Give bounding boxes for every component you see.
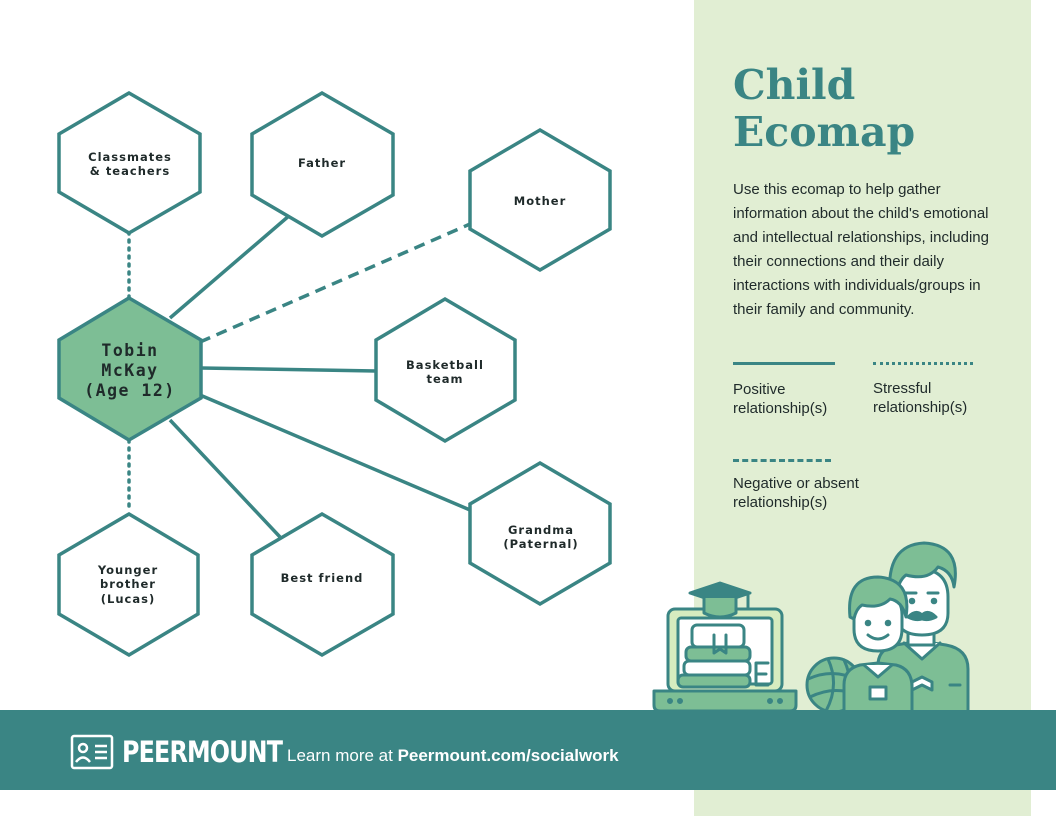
learn-more-link[interactable]: Peermount.com/socialwork xyxy=(397,746,619,765)
family-illustration xyxy=(650,535,1000,713)
brand-logo[interactable] xyxy=(70,732,317,772)
legend-negative-label: Negative or absent relationship(s) xyxy=(733,475,859,511)
center-line2: McKay xyxy=(101,361,159,380)
legend-stressful-line xyxy=(873,362,973,365)
center-line3: (Age 12) xyxy=(84,381,176,400)
node-classmates xyxy=(59,93,200,233)
node-grandma xyxy=(470,463,610,604)
node-basketball-line2: team xyxy=(426,372,464,386)
learn-more-text xyxy=(287,746,619,766)
node-mother-line1: Mother xyxy=(513,194,567,208)
legend-stressful-label: Stressful relationship(s) xyxy=(873,380,968,416)
node-best-friend xyxy=(252,514,393,655)
node-brother-line2: brother xyxy=(100,577,156,591)
title-line-2: Ecomap xyxy=(733,108,916,156)
node-father xyxy=(252,93,393,236)
description: Use this ecomap to help gather information about the child's emotional and intellectual relationships, including their connections and their daily interactions with individuals/groups in their family and community. xyxy=(733,181,989,318)
node-classmates-line2: & teachers xyxy=(89,164,171,178)
connector-best-friend xyxy=(170,420,280,537)
connector-basketball xyxy=(201,368,376,371)
node-center xyxy=(59,298,201,440)
node-basketball-line1: Basketball xyxy=(406,358,484,372)
node-brother-line1: Younger xyxy=(97,563,159,577)
node-grandma-line1: Grandma xyxy=(507,523,575,537)
center-line1: Tobin xyxy=(101,341,159,360)
node-mother xyxy=(470,130,610,270)
brand-name: PEERMOUNT xyxy=(122,735,283,769)
node-best-friend-line1: Best friend xyxy=(280,571,364,585)
legend-positive-label: Positive relationship(s) xyxy=(733,381,828,417)
node-classmates-line1: Classmates xyxy=(88,150,172,164)
connector-father xyxy=(170,215,290,318)
learn-more-prefix: Learn more at xyxy=(287,746,398,765)
legend-negative-line xyxy=(733,459,831,462)
node-brother xyxy=(59,514,198,655)
legend-positive-line xyxy=(733,362,835,365)
title-line-1: Child xyxy=(733,61,856,109)
node-grandma-line2: (Paternal) xyxy=(503,537,579,551)
page-title xyxy=(733,62,1023,156)
node-brother-line3: (Lucas) xyxy=(100,592,156,606)
node-father-line1: Father xyxy=(297,156,347,170)
node-basketball xyxy=(376,299,515,441)
id-card-icon xyxy=(70,734,114,770)
